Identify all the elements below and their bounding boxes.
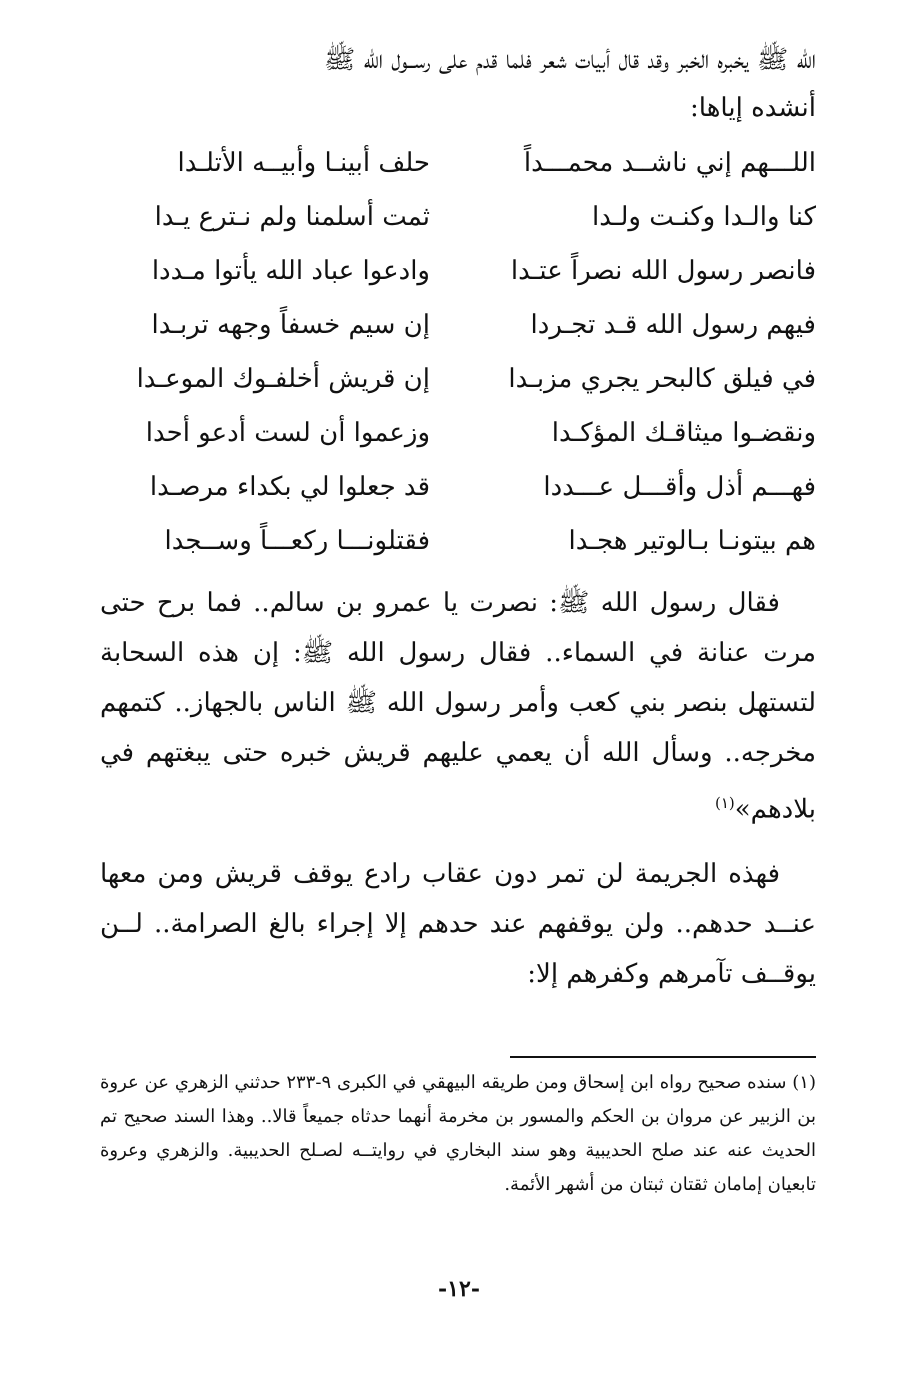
poem-couplet: [100, 190, 816, 244]
intro-line-1: الله ﷺ يخبره الخبر وقد قال أبيات شعر فلما قدم على رســول الله ﷺ: [323, 45, 816, 75]
poem-couplet: [100, 298, 816, 352]
poem-first-hemistich: فهـــم أذل وأقـــل عـــددا: [543, 472, 816, 502]
body-paragraph-2: فهذه الجريمة لن تمر دون عقاب رادع يوقف قريش ومن معها عنــد حدهم.. ولن يوقفهم عند حدهم إلا إجراء بالغ الصرامة.. لــن يوقــف تآمرهم وكفرهم إلا:: [100, 858, 816, 989]
poem-second-hemistich: وزعموا أن لست أدعو أحدا: [145, 418, 430, 448]
poem-second-hemistich: ثمت أسلمنا ولم نـترع يـدا: [154, 202, 430, 232]
poem-second-hemistich: إن قريش أخلفـوك الموعـدا: [136, 364, 430, 394]
poem-second-hemistich: وادعوا عباد الله يأتوا مـددا: [151, 256, 430, 286]
page-body: [100, 36, 816, 999]
footnotes: [100, 1066, 816, 1202]
footnote-separator: [510, 1056, 816, 1058]
poem-first-hemistich: اللـــهم إني ناشــد محمـــداً: [523, 148, 816, 178]
poem-second-hemistich: حلف أبينـا وأبيــه الأتلـدا: [177, 148, 430, 178]
footnote-1: (١) سنده صحيح رواه ابن إسحاق ومن طريقه البيهقي في الكبرى ٩-٢٣٣ حدثني الزهري عن عروة بن الزبير عن مروان بن الحكم والمسور بن مخرمة أنهما حدثاه جميعاً قالا.. وهذا السند صحيح تم الحديث عنه عند صلح الحديبية وهو سند البخاري في روايتــه لصـلح الحديبية. والزهري وعروة تابعيان إمامان ثقتان ثبتان من أشهر الأئمة.: [100, 1072, 816, 1195]
poem-couplet: [100, 244, 816, 298]
poem-first-hemistich: كنا والـدا وكنـت ولـدا: [591, 202, 816, 232]
paragraph-gap: [100, 835, 816, 849]
poem-first-hemistich: فانصر رسول الله نصراً عتـدا: [510, 256, 816, 286]
page-number: -١٢-: [438, 1276, 480, 1302]
intro-line-2: أنشده إياها:: [690, 93, 816, 123]
poem-first-hemistich: فيهم رسول الله قـد تجـردا: [530, 310, 816, 340]
poem-second-hemistich: فقتلونـــا ركعـــاً وســجدا: [164, 526, 430, 556]
poem-couplet: [100, 514, 816, 568]
poem-second-hemistich: قد جعلوا لي بكداء مرصـدا: [149, 472, 430, 502]
poem-first-hemistich: ونقضـوا ميثاقـك المؤكـدا: [551, 418, 816, 448]
poem-first-hemistich: في فيلق كالبحر يجري مزبـدا: [508, 364, 816, 394]
poem-couplet: [100, 136, 816, 190]
poem-couplet: [100, 406, 816, 460]
poem-first-hemistich: هم بيتونـا بـالوتير هجـدا: [568, 526, 816, 556]
paragraph-1-text: فقال رسول الله ﷺ: نصرت يا عمرو بن سالم.. فما برح حتى مرت عنانة في السماء.. فقال رسول الله ﷺ: إن هذه السحابة لتستهل بنصر بني كعب وأمر رسول الله ﷺ الناس بالجهاز.. كتمهم مخرجه.. وسأل الله أن يعمي عليهم قريش خبره حتى يبغتهم في بلادهم»: [100, 588, 817, 825]
poem-second-hemistich: إن سيم خسفاً وجهه تربـدا: [151, 310, 430, 340]
poem-couplet: [100, 352, 816, 406]
poem-couplet: [100, 460, 816, 514]
footnote-reference: (١): [714, 794, 735, 812]
poem: [100, 136, 816, 568]
body-paragraph-1: [100, 578, 816, 835]
